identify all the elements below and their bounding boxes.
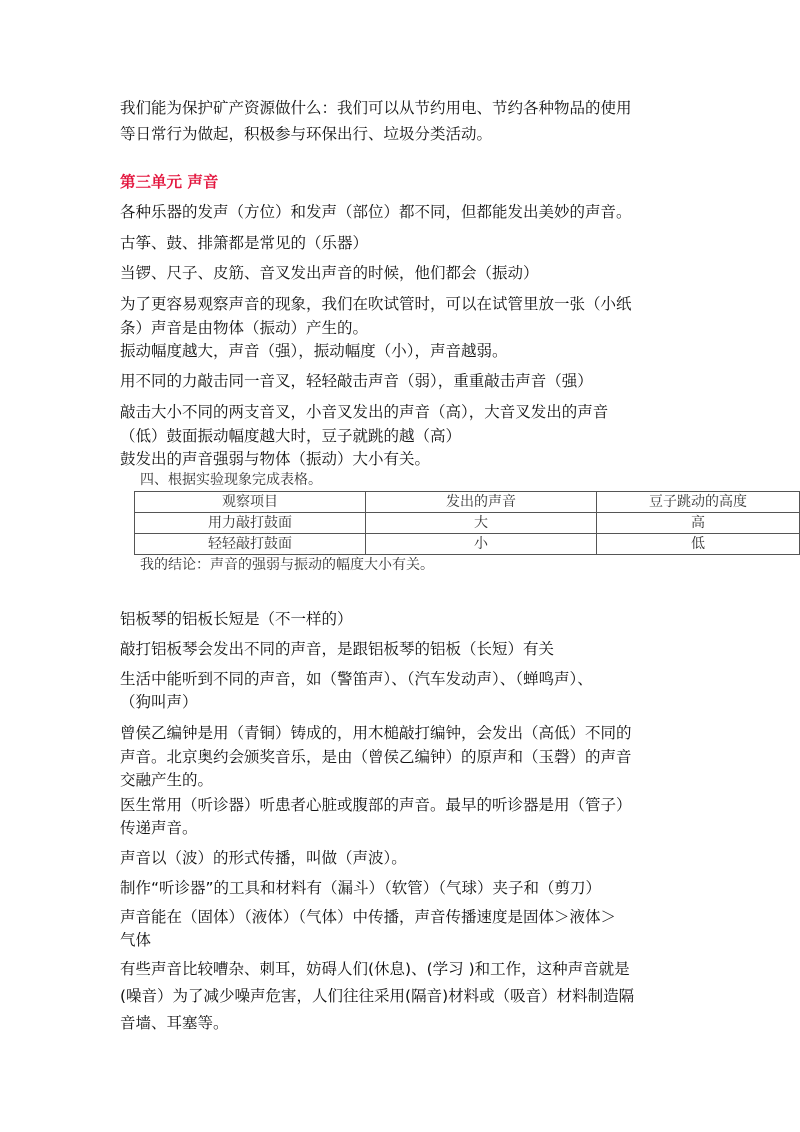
- paragraph-line: 生活中能听到不同的声音，如（警笛声）、（汽车发动声）、（蝉鸣声）、: [120, 670, 593, 688]
- table-cell: 小: [366, 534, 597, 555]
- paragraph-line: （低）鼓面振动幅度越大时，豆子就跳的越（高）: [120, 427, 462, 445]
- intro-line-2: 等日常行为做起，积极参与环保出行、垃圾分类活动。: [120, 125, 493, 143]
- paragraph-line: 声音能在（固体）（液体）（气体）中传播，声音传播速度是固体＞液体＞: [120, 908, 617, 926]
- table-header-cell: 发出的声音: [366, 492, 597, 513]
- table-cell: 轻轻敲打鼓面: [135, 534, 366, 555]
- table-cell: 大: [366, 513, 597, 534]
- paragraph-line: (噪音）为了减少噪声危害，人们往往采用(隔音)材料或（吸音）材料制造隔: [120, 987, 635, 1005]
- paragraph-line: 制作“听诊器”的工具和材料有（漏斗）（软管）（气球）夹子和（剪刀）: [120, 879, 602, 897]
- table-header-cell: 观察项目: [135, 492, 366, 513]
- paragraph-line: 敲击大小不同的两支音叉，小音叉发出的声音（高），大音叉发出的声音: [120, 403, 609, 421]
- paragraph-line: 铝板琴的铝板长短是（不一样的）: [120, 610, 353, 628]
- paragraph-line: 为了更容易观察声音的现象，我们在吹试管时，可以在试管里放一张（小纸: [120, 295, 632, 313]
- paragraph-line: 古筝、鼓、排箫都是常见的（乐器）: [120, 234, 369, 252]
- table-caption: 四、根据实验现象完成表格。: [140, 472, 322, 488]
- paragraph-line: 条）声音是由物体（振动）产生的。: [120, 319, 369, 337]
- paragraph-line: 各种乐器的发声（方位）和发声（部位）都不同，但都能发出美妙的声音。: [120, 203, 632, 221]
- table-cell: 高: [597, 513, 800, 534]
- paragraph-line: 气体: [120, 931, 152, 949]
- paragraph-line: 曾侯乙编钟是用（青铜）铸成的，用木槌敲打编钟，会发出（高低）不同的: [120, 724, 632, 742]
- experiment-table-block: [134, 471, 800, 575]
- paragraph-line: 有些声音比较嘈杂、刺耳，妨碍人们(休息)、(学习 )和工作，这种声音就是: [120, 960, 630, 978]
- observation-table: [134, 491, 800, 555]
- table-row: [135, 513, 800, 534]
- table-cell: 低: [597, 534, 800, 555]
- paragraph-line: 声音。北京奥约会颁奖音乐，是由（曾侯乙编钟）的原声和（玉磬）的声音: [120, 748, 632, 766]
- paragraph-line: 医生常用（听诊器）听患者心脏或腹部的声音。最早的听诊器是用（管子）: [120, 796, 632, 814]
- table-conclusion: 我的结论：声音的强弱与振动的幅度大小有关。: [140, 557, 434, 573]
- table-header-row: [135, 492, 800, 513]
- table-row: [135, 534, 800, 555]
- paragraph-line: 音墙、耳塞等。: [120, 1014, 229, 1032]
- table-header-cell: 豆子跳动的高度: [597, 492, 800, 513]
- section-title: 第三单元 声音: [120, 173, 219, 191]
- paragraph-line: （狗叫声）: [120, 693, 198, 711]
- paragraph-line: 声音以（波）的形式传播，叫做（声波）。: [120, 849, 407, 867]
- paragraph-line: 敲打铝板琴会发出不同的声音，是跟铝板琴的铝板（长短）有关: [120, 640, 555, 658]
- paragraph-line: 振动幅度越大，声音（强），振动幅度（小），声音越弱。: [120, 342, 508, 360]
- paragraph-line: 当锣、尺子、皮筋、音叉发出声音的时候，他们都会（振动）: [120, 264, 539, 282]
- table-cell: 用力敲打鼓面: [135, 513, 366, 534]
- paragraph-line: 用不同的力敲击同一音叉，轻轻敲击声音（弱），重重敲击声音（强）: [120, 372, 593, 390]
- intro-line-1: 我们能为保护矿产资源做什么：我们可以从节约用电、节约各种物品的使用: [120, 99, 632, 117]
- paragraph-line: 交融产生的。: [120, 771, 214, 789]
- paragraph-line: 鼓发出的声音强弱与物体（振动）大小有关。: [120, 450, 431, 468]
- paragraph-line: 传递声音。: [120, 819, 198, 837]
